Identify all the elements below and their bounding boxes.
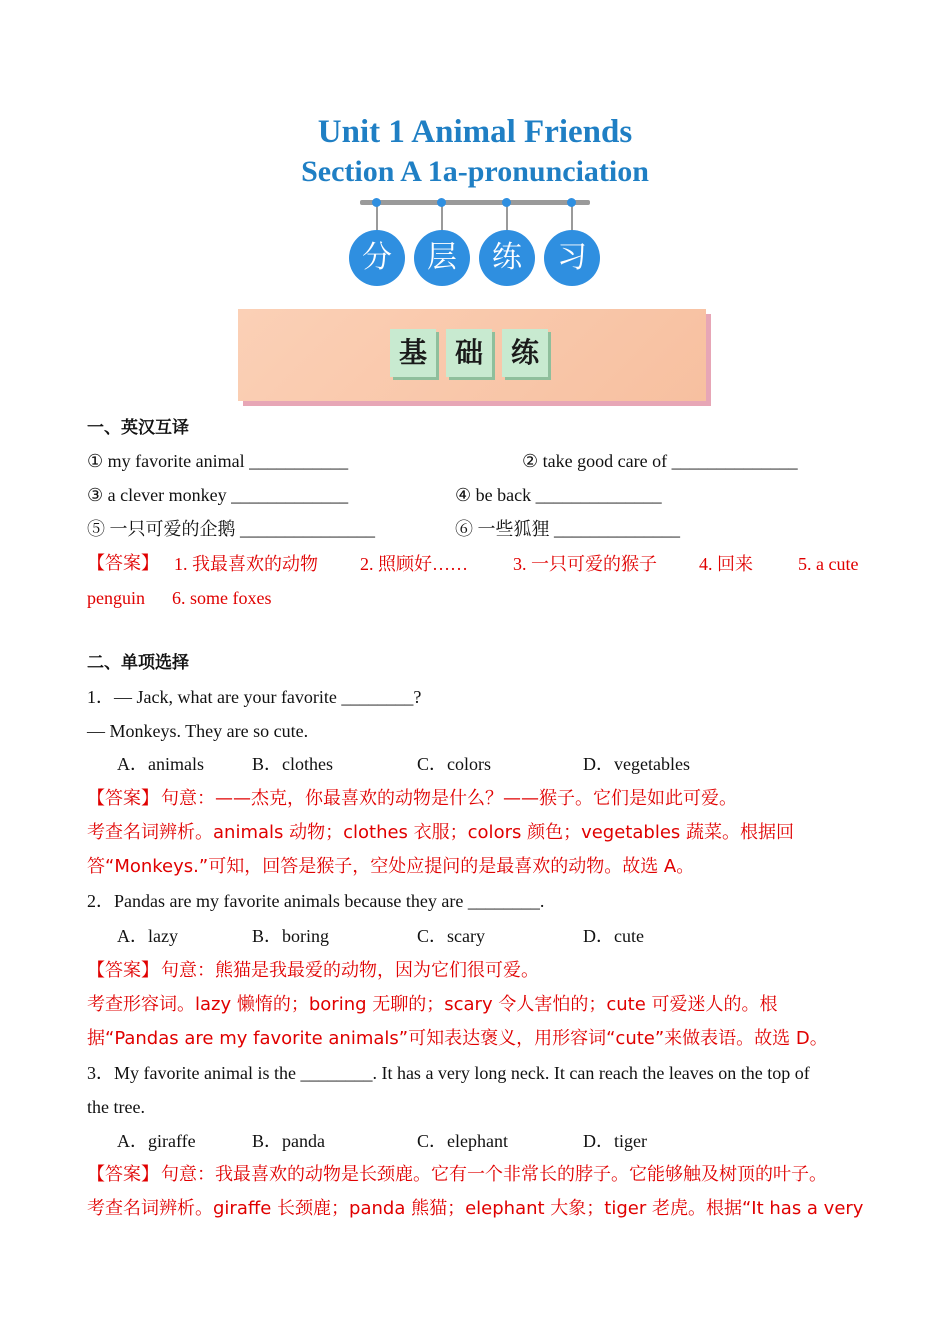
badge-xi: 习 <box>544 230 600 286</box>
question-text: 1．— Jack, what are your favorite ________? <box>87 687 422 707</box>
option-c: C．elephant <box>417 1131 508 1151</box>
badge-lian: 练 <box>479 230 535 286</box>
option-c: C．colors <box>417 754 491 774</box>
translation-answer: 4. 回来 <box>699 554 753 574</box>
option-a: A．giraffe <box>117 1131 196 1151</box>
answer-explanation: 句意：熊猫是我最爱的动物，因为它们很可爱。 <box>161 960 539 981</box>
banner-tile-ji: 基 <box>390 329 436 377</box>
answer-label: 【答案】 <box>87 553 159 574</box>
question-text: — Monkeys. They are so cute. <box>87 721 309 741</box>
option-c: C．scary <box>417 926 485 946</box>
answer-label: 【答案】 <box>87 1164 159 1185</box>
rail-dot <box>372 198 381 207</box>
badge-fen: 分 <box>349 230 405 286</box>
translation-item: ④ be back ______________ <box>455 485 662 505</box>
section-heading-translation: 一、英汉互译 <box>87 418 189 438</box>
option-a: A．lazy <box>117 926 178 946</box>
option-a: A．animals <box>117 754 204 774</box>
answer-explanation: 考查名词辨析。giraffe 长颈鹿；panda 熊猫；elephant 大象；tiger 老虎。根据“It has a very <box>87 1198 864 1219</box>
answer-explanation: 据“Pandas are my favorite animals”可知表达褒义，用形容词“cute”来做表语。故选 D。 <box>87 1028 828 1049</box>
answer-explanation: 句意：——杰克，你最喜欢的动物是什么？——猴子。它们是如此可爱。 <box>161 788 737 809</box>
question-text: 2．Pandas are my favorite animals because they are ________. <box>87 891 545 911</box>
page-subtitle: Section A 1a-pronunciation <box>301 155 649 188</box>
rail-dot <box>437 198 446 207</box>
question-text: 3．My favorite animal is the ________. It has a very long neck. It can reach the leaves on the top of <box>87 1063 810 1083</box>
translation-item: ⑤ 一只可爱的企鹅 _______________ <box>87 519 375 539</box>
banner-tile-chu: 础 <box>446 329 492 377</box>
answer-explanation: 考查名词辨析。animals 动物；clothes 衣服；colors 颜色；vegetables 蔬菜。根据回 <box>87 822 794 843</box>
decorative-rail <box>360 200 590 205</box>
translation-item: ⑥ 一些狐狸 ______________ <box>455 519 680 539</box>
option-b: B．boring <box>252 926 330 946</box>
option-d: D．vegetables <box>583 754 690 774</box>
badge-ceng: 层 <box>414 230 470 286</box>
option-d: D．tiger <box>583 1131 647 1151</box>
translation-answer: 3. 一只可爱的猴子 <box>513 554 657 574</box>
question-text: the tree. <box>87 1097 145 1117</box>
translation-answer: 1. 我最喜欢的动物 <box>174 554 318 574</box>
answer-label: 【答案】 <box>87 960 159 981</box>
translation-answer: 2. 照顾好…… <box>360 554 468 574</box>
section-heading-choice: 二、单项选择 <box>87 653 189 673</box>
rail-dot <box>502 198 511 207</box>
page-title: Unit 1 Animal Friends <box>317 114 633 150</box>
translation-answer: 5. a cute <box>798 554 859 574</box>
translation-item: ③ a clever monkey _____________ <box>87 485 349 505</box>
answer-label: 【答案】 <box>87 788 159 809</box>
banner-tile-lian: 练 <box>502 329 548 377</box>
answer-explanation: 句意：我最喜欢的动物是长颈鹿。它有一个非常长的脖子。它能够触及树顶的叶子。 <box>161 1164 827 1185</box>
answer-explanation: 答“Monkeys.”可知，回答是猴子，空处应提问的是最喜欢的动物。故选 A。 <box>87 856 695 877</box>
answer-explanation: 考查形容词。lazy 懒惰的；boring 无聊的；scary 令人害怕的；cute 可爱迷人的。根 <box>87 994 778 1015</box>
option-b: B．clothes <box>252 754 333 774</box>
translation-answer: penguin <box>87 588 145 608</box>
option-b: B．panda <box>252 1131 325 1151</box>
option-d: D．cute <box>583 926 644 946</box>
translation-item: ② take good care of ______________ <box>522 451 798 471</box>
rail-dot <box>567 198 576 207</box>
translation-item: ① my favorite animal ___________ <box>87 451 349 471</box>
translation-answer: 6. some foxes <box>172 588 272 608</box>
